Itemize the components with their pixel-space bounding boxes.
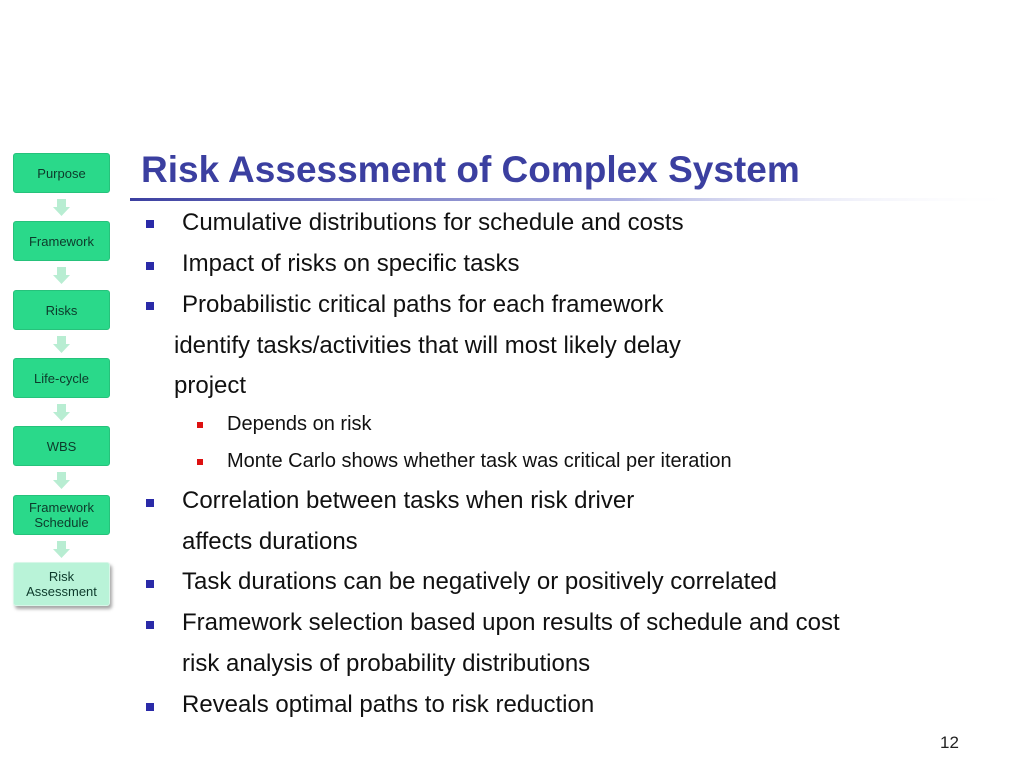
flow-arrow-down-icon: [53, 267, 70, 284]
bullet-continuation: project: [174, 372, 247, 399]
flow-arrow-down-icon: [53, 199, 70, 216]
flow-step-life-cycle[interactable]: [13, 358, 110, 398]
sub-bullet-square-icon: [197, 459, 203, 465]
flow-arrow-down-icon: [53, 404, 70, 421]
flow-step-risk-assessment-current[interactable]: [13, 562, 110, 606]
flow-step-label-line1: Framework: [28, 500, 94, 515]
flow-step-label: Life-cycle: [34, 370, 89, 386]
flow-step-label: Framework: [28, 233, 94, 249]
flow-step-purpose[interactable]: [13, 153, 110, 193]
flow-arrow-down-icon: [53, 472, 70, 489]
bullet-square-icon: [146, 220, 154, 228]
flow-arrow-down-icon: [53, 541, 70, 558]
slide-title: Risk Assessment of Complex System: [141, 149, 800, 190]
flow-step-label-line1: Risk: [48, 569, 75, 584]
bullet-item: Reveals optimal paths to risk reduction: [182, 691, 595, 718]
flow-step-label-line2: Assessment: [26, 584, 97, 599]
bullet-item: Task durations can be negatively or positively correlated: [182, 568, 777, 595]
sub-bullet-item: Depends on risk: [227, 413, 372, 435]
bullet-item: Correlation between tasks when risk driver: [182, 487, 635, 514]
bullet-item: Framework selection based upon results of schedule and cost: [182, 609, 840, 636]
flow-step-wbs[interactable]: [13, 426, 110, 466]
sub-bullet-item: Monte Carlo shows whether task was critical per iteration: [227, 450, 732, 472]
bullet-square-icon: [146, 703, 154, 711]
title-underline: [130, 197, 1024, 204]
bullet-square-icon: [146, 499, 154, 507]
bullet-item: Probabilistic critical paths for each framework: [182, 291, 664, 318]
bullet-square-icon: [146, 580, 154, 588]
bullet-continuation: affects durations: [182, 528, 358, 555]
flow-step-label: Purpose: [37, 165, 86, 181]
sub-bullet-square-icon: [197, 422, 203, 428]
flow-step-framework[interactable]: [13, 221, 110, 261]
flow-step-risks[interactable]: [13, 290, 110, 330]
flow-step-label: WBS: [46, 438, 77, 454]
flow-arrow-down-icon: [53, 336, 70, 353]
flow-step-framework-schedule[interactable]: [13, 495, 110, 535]
flow-step-label-line2: Schedule: [34, 515, 89, 530]
flow-step-label: Risks: [45, 302, 78, 318]
bullet-square-icon: [146, 262, 154, 270]
bullet-continuation: risk analysis of probability distributions: [182, 650, 591, 677]
page-number: 12: [940, 733, 959, 752]
bullet-item: Cumulative distributions for schedule and costs: [182, 209, 684, 236]
bullet-square-icon: [146, 621, 154, 629]
bullet-continuation: identify tasks/activities that will most likely delay: [174, 332, 681, 359]
bullet-square-icon: [146, 302, 154, 310]
bullet-item: Impact of risks on specific tasks: [182, 250, 520, 277]
